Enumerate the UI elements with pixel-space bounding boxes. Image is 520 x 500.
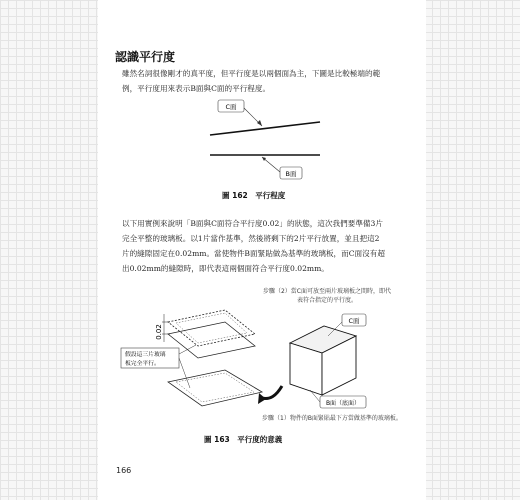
explanation-paragraph: 以下用實例來說明「B面與C面符合平行度0.02」的狀態，這次我們要準備3片完全平整的玻璃板。以1片當作基準，然後將剩下的2片平行放置，並且把這2片的縫隙固定在0.02mm。當使物件B面緊貼做為基準的玻璃板，而C面沒有超出0.02mm的縫隙時，即代表這兩個面符合平行度0.02mm。 — [122, 219, 385, 273]
flip-arrow — [262, 386, 282, 399]
middle-glass-plate — [168, 322, 255, 358]
page-number: 166 — [116, 466, 132, 475]
label-b: B面 — [285, 170, 297, 178]
b-face-label: B面（底面） — [325, 400, 361, 407]
glass-note-line2: 板完全平行。 — [125, 361, 160, 367]
c-face-label: C面 — [348, 317, 360, 325]
figure-163-caption: 圖 163 平行度的意義 — [204, 435, 283, 444]
bottom-glass-plate — [168, 370, 262, 406]
section-heading: 認識平行度 — [115, 50, 176, 64]
label-c: C面 — [225, 103, 237, 111]
figure-162-caption: 圖 162 平行程度 — [222, 191, 286, 200]
glass-note-line1: 假設這三片玻璃 — [125, 352, 166, 358]
dimension-value: 0.02 — [155, 324, 163, 340]
top-glass-plate — [168, 310, 255, 346]
intro-paragraph: 雖然名詞很像剛才的真平度，但平行度是以兩個面為主，下圖是比較極端的範例，平行度用來表示B面與C面的平行程度。 — [122, 69, 381, 93]
step-2-note: 步驟（2）當C面可放至兩片玻璃板之間時，即代表符合指定的平行度。 — [262, 288, 391, 304]
step-1-note: 步驟（1）物件的B面緊貼最下方當做基準的玻璃板。 — [262, 415, 402, 422]
